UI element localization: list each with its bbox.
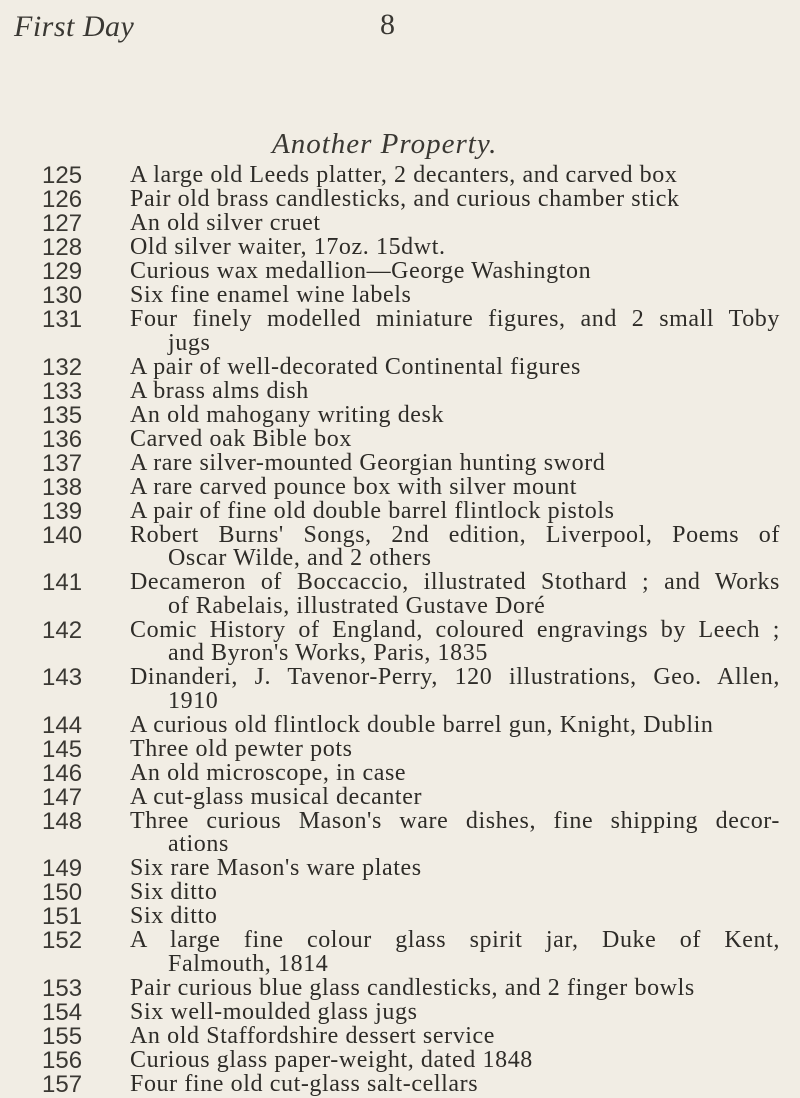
lot-entry — [0, 1046, 800, 1074]
lot-description-line: A brass alms dish — [130, 377, 309, 404]
lot-number: 132 — [42, 353, 83, 381]
lot-description-continuation: Falmouth, 1814 — [168, 950, 329, 977]
lot-description — [130, 857, 780, 881]
lot-description — [130, 353, 780, 380]
lot-description-continuation: ations — [168, 831, 229, 857]
lot-description-line: Six rare Mason's ware plates — [130, 855, 422, 881]
lot-description — [130, 521, 780, 571]
lot-description-line: Curious glass paper-weight, dated 1848 — [130, 1046, 533, 1073]
lot-description-line: An old Staffordshire dessert service — [130, 1022, 496, 1049]
lot-description-line: Comic History of England, coloured engravings by Leech ; — [130, 616, 780, 643]
lot-description — [130, 260, 780, 284]
lot-entry — [0, 521, 800, 571]
lot-number: 142 — [42, 616, 83, 644]
lot-number: 127 — [42, 210, 83, 237]
lot-description-line: Dinanderi, J. Tavenor-Perry, 120 illustrations, Geo. Allen, — [130, 664, 780, 690]
lot-number: 141 — [42, 569, 83, 596]
lot-number: 146 — [42, 759, 83, 787]
lot-entry — [0, 425, 800, 453]
lot-description — [130, 759, 780, 786]
lot-entry — [0, 284, 800, 308]
lot-number: 151 — [42, 903, 83, 930]
lot-entry — [0, 212, 800, 236]
lot-number: 150 — [42, 879, 83, 906]
lot-number: 152 — [42, 927, 83, 954]
lot-number: 140 — [42, 521, 83, 549]
lot-entry — [0, 1070, 800, 1098]
lot-number: 154 — [42, 998, 83, 1026]
lot-number: 125 — [42, 162, 83, 189]
lot-entry — [0, 905, 800, 929]
lot-number: 139 — [42, 497, 83, 525]
lot-description-line: Six well-moulded glass jugs — [130, 998, 418, 1025]
lot-description-continuation: Oscar Wilde, and 2 others — [168, 545, 432, 571]
lot-description — [130, 188, 780, 212]
lot-number: 126 — [42, 186, 83, 213]
lot-entry — [0, 260, 800, 284]
lot-entry — [0, 236, 800, 260]
lot-description-line: Three old pewter pots — [130, 735, 353, 762]
lot-description-line: A pair of well-decorated Continental figures — [130, 353, 581, 380]
lot-entry — [0, 401, 800, 429]
lot-description — [130, 212, 780, 236]
page-header — [14, 10, 794, 60]
day-label: First Day — [14, 10, 135, 43]
section-title: Another Property. — [272, 128, 498, 160]
lot-entry — [0, 616, 800, 666]
lot-entry — [0, 998, 800, 1026]
lot-number: 136 — [42, 425, 83, 453]
lot-entry — [0, 449, 800, 477]
lot-description — [130, 974, 780, 1001]
lot-description-continuation: 1910 — [168, 687, 219, 714]
lot-entry — [0, 929, 800, 976]
lot-entry — [0, 857, 800, 881]
lot-list — [0, 164, 800, 1097]
lot-description — [130, 905, 780, 929]
lot-description-line: A rare silver-mounted Georgian hunting sword — [130, 449, 606, 476]
lot-entry — [0, 735, 800, 763]
lot-entry — [0, 164, 800, 188]
lot-description — [130, 783, 780, 810]
lot-entry — [0, 308, 800, 355]
page-number: 8 — [380, 8, 395, 41]
lot-number: 128 — [42, 234, 83, 261]
lot-description-line: Six ditto — [130, 879, 218, 905]
lot-entry — [0, 571, 800, 618]
lot-description-line: Decameron of Boccaccio, illustrated Stothard ; and Works — [130, 569, 780, 595]
lot-number: 148 — [42, 807, 83, 835]
lot-description — [130, 571, 780, 618]
lot-description — [130, 284, 780, 308]
lot-entry — [0, 377, 800, 405]
lot-description — [130, 1070, 780, 1097]
lot-number: 155 — [42, 1022, 83, 1050]
lot-description — [130, 998, 780, 1025]
lot-description-continuation: of Rabelais, illustrated Gustave Doré — [168, 592, 546, 619]
lot-description-line: Three curious Mason's ware dishes, fine shipping decor- — [130, 807, 780, 834]
lot-description — [130, 1046, 780, 1073]
lot-number: 147 — [42, 783, 83, 811]
lot-description-line: An old silver cruet — [130, 210, 321, 236]
lot-number: 156 — [42, 1046, 83, 1074]
lot-entry — [0, 881, 800, 905]
lot-description-line: A curious old flintlock double barrel gun, Knight, Dublin — [130, 711, 714, 738]
lot-number: 130 — [42, 282, 83, 309]
lot-description-line: A rare carved pounce box with silver mount — [130, 473, 578, 500]
lot-description — [130, 735, 780, 762]
lot-description-line: Four finely modelled miniature figures, and 2 small Toby — [130, 306, 780, 332]
lot-description — [130, 929, 780, 976]
lot-description-continuation: jugs — [168, 329, 211, 356]
lot-description-line: Curious wax medallion—George Washington — [130, 258, 592, 284]
lot-entry — [0, 807, 800, 857]
lot-number: 144 — [42, 711, 83, 739]
lot-description-line: A cut-glass musical decanter — [130, 783, 423, 810]
lot-number: 129 — [42, 258, 83, 285]
lot-description — [130, 666, 780, 713]
lot-entry — [0, 711, 800, 739]
lot-description-line: An old microscope, in case — [130, 759, 407, 786]
lot-number: 143 — [42, 664, 83, 691]
lot-description — [130, 308, 780, 355]
lot-description-line: A large old Leeds platter, 2 decanters, and carved box — [130, 162, 678, 188]
lot-description-line: Six fine enamel wine labels — [130, 282, 412, 308]
lot-description — [130, 449, 780, 476]
lot-description — [130, 164, 780, 188]
lot-description — [130, 425, 780, 452]
lot-description-line: Robert Burns' Songs, 2nd edition, Liverpool, Poems of — [130, 521, 780, 548]
lot-number: 138 — [42, 473, 83, 501]
lot-description — [130, 497, 780, 524]
lot-number: 157 — [42, 1070, 83, 1098]
lot-description — [130, 473, 780, 500]
lot-description-line: Pair old brass candlesticks, and curious chamber stick — [130, 186, 680, 212]
lot-description-line: Six ditto — [130, 903, 218, 929]
lot-description — [130, 1022, 780, 1049]
lot-entry — [0, 783, 800, 811]
lot-entry — [0, 759, 800, 787]
lot-number: 133 — [42, 377, 83, 405]
lot-description-line: Pair curious blue glass candlesticks, and 2 finger bowls — [130, 974, 695, 1001]
lot-number: 145 — [42, 735, 83, 763]
lot-number: 135 — [42, 401, 83, 429]
lot-description-continuation: and Byron's Works, Paris, 1835 — [168, 640, 488, 666]
lot-description-line: Old silver waiter, 17oz. 15dwt. — [130, 234, 446, 260]
lot-entry — [0, 1022, 800, 1050]
lot-description-line: Carved oak Bible box — [130, 425, 352, 452]
lot-description-line: A large fine colour glass spirit jar, Duke of Kent, — [130, 927, 780, 953]
lot-entry — [0, 974, 800, 1002]
lot-description-line: A pair of fine old double barrel flintlock pistols — [130, 497, 615, 524]
lot-number: 131 — [42, 306, 83, 333]
lot-description — [130, 807, 780, 857]
lot-entry — [0, 353, 800, 381]
lot-entry — [0, 497, 800, 525]
lot-description — [130, 377, 780, 404]
lot-description-line: An old mahogany writing desk — [130, 401, 445, 428]
lot-description — [130, 616, 780, 666]
lot-description — [130, 401, 780, 428]
lot-number: 153 — [42, 974, 83, 1002]
lot-description — [130, 711, 780, 738]
lot-description — [130, 881, 780, 905]
lot-number: 137 — [42, 449, 83, 477]
lot-number: 149 — [42, 855, 83, 882]
lot-entry — [0, 188, 800, 212]
lot-description — [130, 236, 780, 260]
lot-entry — [0, 666, 800, 713]
lot-entry — [0, 473, 800, 501]
lot-description-line: Four fine old cut-glass salt-cellars — [130, 1070, 479, 1097]
